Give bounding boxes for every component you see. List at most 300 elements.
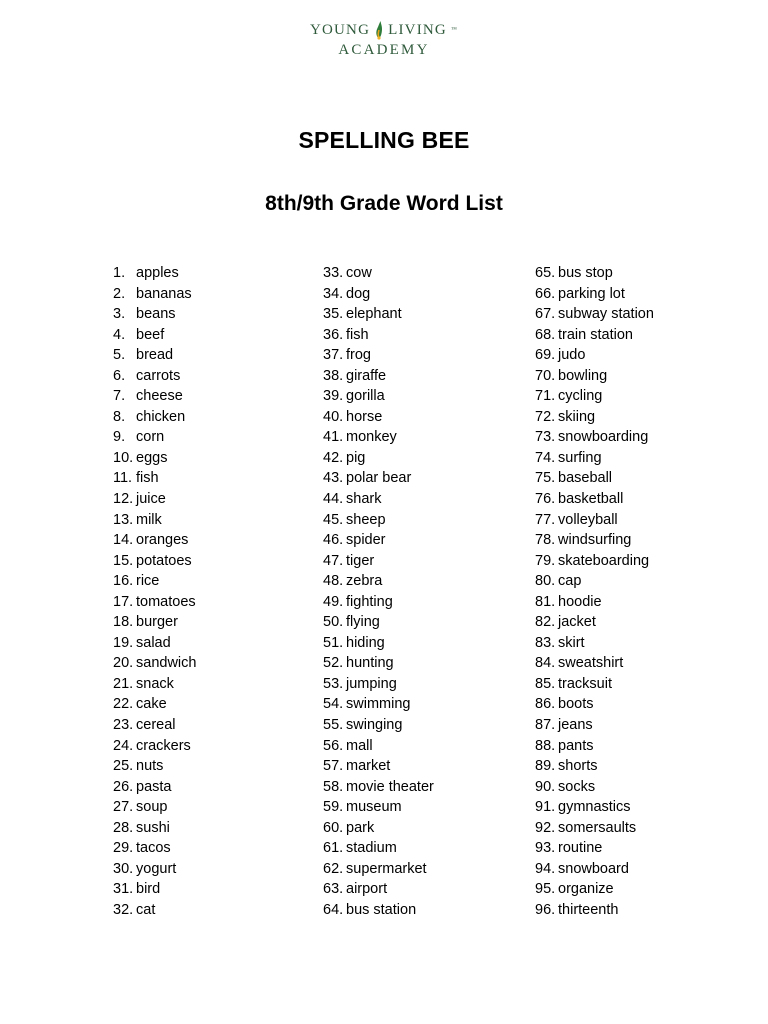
young-living-academy-logo: [0, 18, 768, 59]
word-list-item: [113, 510, 196, 531]
word-number: 50.: [323, 614, 344, 631]
word-list-item: [323, 633, 434, 654]
word-text: cap: [558, 573, 582, 590]
word-text: tiger: [346, 552, 375, 569]
word-text: snowboarding: [558, 429, 649, 446]
word-list-item: [535, 736, 654, 757]
word-number: 46.: [323, 532, 344, 549]
word-list-item: [535, 777, 654, 798]
word-text: dog: [346, 285, 371, 302]
word-list-item: [323, 530, 434, 551]
word-list-item: [323, 797, 434, 818]
word-number: 78.: [535, 532, 556, 549]
word-text: sweatshirt: [558, 655, 624, 672]
word-number: 28.: [113, 819, 134, 836]
word-number: 59.: [323, 799, 344, 816]
word-number: 62.: [323, 860, 344, 877]
word-text: sandwich: [136, 655, 197, 672]
word-list-item: [323, 736, 434, 757]
word-list-item: [535, 756, 654, 777]
word-list-item: [113, 427, 196, 448]
word-text: mall: [346, 737, 373, 754]
word-number: 45.: [323, 511, 344, 528]
word-text: boots: [558, 696, 594, 713]
word-number: 51.: [323, 634, 344, 651]
word-list-item: [535, 530, 654, 551]
word-text: soup: [136, 799, 168, 816]
word-number: 60.: [323, 819, 344, 836]
word-list-item: [113, 879, 196, 900]
word-text: subway station: [558, 306, 654, 323]
word-number: 16.: [113, 573, 134, 590]
word-number: 7.: [113, 388, 126, 405]
word-list-item: [323, 612, 434, 633]
word-number: 90.: [535, 778, 556, 795]
word-number: 29.: [113, 840, 134, 857]
word-text: judo: [558, 347, 586, 364]
word-text: cake: [136, 696, 167, 713]
word-list-item: [323, 694, 434, 715]
word-number: 27.: [113, 799, 134, 816]
word-number: 82.: [535, 614, 556, 631]
word-text: yogurt: [136, 860, 177, 877]
word-number: 69.: [535, 347, 556, 364]
word-number: 35.: [323, 306, 344, 323]
word-text: frog: [346, 347, 371, 364]
word-text: hunting: [346, 655, 394, 672]
word-list-item: [535, 612, 654, 633]
word-list-item: [323, 777, 434, 798]
word-list-item: [323, 756, 434, 777]
word-list-item: [535, 859, 654, 880]
word-number: 34.: [323, 285, 344, 302]
word-number: 41.: [323, 429, 344, 446]
word-text: parking lot: [558, 285, 625, 302]
word-number: 1.: [113, 265, 126, 281]
word-list-item: [535, 345, 654, 366]
word-number: 49.: [323, 593, 344, 610]
word-number: 32.: [113, 901, 134, 918]
word-number: 20.: [113, 655, 134, 672]
word-text: pasta: [136, 778, 172, 795]
word-list-item: [323, 263, 434, 284]
word-text: bananas: [136, 285, 192, 302]
word-number: 10.: [113, 449, 134, 466]
word-list-item: [113, 284, 196, 305]
word-list-item: [535, 633, 654, 654]
page-title: SPELLING BEE: [298, 127, 470, 153]
word-text: sushi: [136, 819, 170, 836]
word-list-item: [535, 797, 654, 818]
word-number: 80.: [535, 573, 556, 590]
word-list-item: [113, 304, 196, 325]
word-text: cycling: [558, 388, 603, 405]
word-list-item: [535, 592, 654, 613]
word-list-item: [113, 551, 196, 572]
word-number: 95.: [535, 881, 556, 898]
word-list-item: [113, 736, 196, 757]
word-list-item: [323, 653, 434, 674]
word-text: gymnastics: [558, 799, 631, 816]
word-text: jumping: [346, 675, 397, 692]
word-list-item: [535, 325, 654, 346]
word-number: 56.: [323, 737, 344, 754]
word-text: skateboarding: [558, 552, 650, 569]
word-number: 58.: [323, 778, 344, 795]
word-number: 77.: [535, 511, 556, 528]
word-number: 15.: [113, 552, 134, 569]
word-text: milk: [136, 511, 162, 528]
word-number: 4.: [113, 326, 126, 343]
word-list-item: [113, 571, 196, 592]
word-list-item: [113, 407, 196, 428]
word-number: 66.: [535, 285, 556, 302]
word-number: 84.: [535, 655, 556, 672]
word-list-item: [323, 489, 434, 510]
word-number: 22.: [113, 696, 134, 713]
word-text: bowling: [558, 367, 608, 384]
word-number: 67.: [535, 306, 556, 323]
word-list-item: [113, 366, 196, 387]
word-number: 65.: [535, 265, 556, 281]
word-list-item: [535, 653, 654, 674]
word-text: nuts: [136, 758, 164, 775]
word-number: 44.: [323, 491, 344, 508]
word-list-item: [113, 859, 196, 880]
word-list-item: [535, 551, 654, 572]
word-list-item: [535, 674, 654, 695]
word-list-item: [535, 284, 654, 305]
word-text: horse: [346, 408, 383, 425]
word-number: 6.: [113, 367, 126, 384]
word-text: cat: [136, 901, 156, 918]
word-list-item: [113, 797, 196, 818]
word-list-item: [535, 304, 654, 325]
word-number: 40.: [323, 408, 344, 425]
word-list-item: [113, 263, 196, 284]
word-list-item: [323, 551, 434, 572]
word-number: 23.: [113, 717, 134, 734]
word-text: stadium: [346, 840, 397, 857]
word-text: monkey: [346, 429, 397, 446]
word-text: corn: [136, 429, 165, 446]
word-number: 54.: [323, 696, 344, 713]
word-list-item: [535, 386, 654, 407]
word-number: 43.: [323, 470, 344, 487]
word-text: volleyball: [558, 511, 618, 528]
word-list-item: [113, 818, 196, 839]
word-number: 33.: [323, 265, 344, 281]
word-text: burger: [136, 614, 178, 631]
word-list-item: [323, 407, 434, 428]
word-text: hiding: [346, 634, 385, 651]
word-number: 12.: [113, 491, 134, 508]
word-text: tomatoes: [136, 593, 196, 610]
leaf-drop-icon: [374, 18, 384, 40]
word-text: cereal: [136, 717, 176, 734]
word-text: jeans: [558, 717, 593, 734]
word-list-item: [323, 325, 434, 346]
word-number: 94.: [535, 860, 556, 877]
logo-text-young: YOUNG: [309, 22, 371, 38]
word-list-item: [535, 407, 654, 428]
word-list-item: [113, 694, 196, 715]
word-number: 18.: [113, 614, 134, 631]
word-text: zebra: [346, 573, 383, 590]
word-number: 36.: [323, 326, 344, 343]
word-list-item: [535, 489, 654, 510]
word-text: cheese: [136, 388, 183, 405]
word-list-item: [113, 715, 196, 736]
word-number: 73.: [535, 429, 556, 446]
word-number: 55.: [323, 717, 344, 734]
word-text: gorilla: [346, 388, 385, 405]
word-number: 30.: [113, 860, 134, 877]
word-number: 76.: [535, 491, 556, 508]
word-list-item: [535, 838, 654, 859]
word-text: fish: [346, 326, 369, 343]
word-list-item: [323, 859, 434, 880]
word-text: polar bear: [346, 470, 412, 487]
word-list-item: [113, 386, 196, 407]
word-text: beef: [136, 326, 165, 343]
word-number: 42.: [323, 449, 344, 466]
word-list-item: [113, 756, 196, 777]
word-list-item: [323, 879, 434, 900]
word-text: thirteenth: [558, 901, 619, 918]
word-number: 91.: [535, 799, 556, 816]
word-number: 64.: [323, 901, 344, 918]
word-text: airport: [346, 881, 388, 898]
word-text: skirt: [558, 634, 585, 651]
word-text: bus station: [346, 901, 417, 918]
word-list-item: [323, 304, 434, 325]
word-list-column-1: [113, 263, 196, 921]
word-number: 19.: [113, 634, 134, 651]
word-text: market: [346, 758, 391, 775]
word-text: surfing: [558, 449, 602, 466]
word-list-item: [535, 571, 654, 592]
word-text: jacket: [558, 614, 596, 631]
word-text: flying: [346, 614, 380, 631]
word-list-item: [323, 571, 434, 592]
word-list-column-3: [535, 263, 654, 921]
word-text: oranges: [136, 532, 189, 549]
word-list-item: [113, 838, 196, 859]
word-number: 25.: [113, 758, 134, 775]
word-number: 86.: [535, 696, 556, 713]
word-number: 61.: [323, 840, 344, 857]
logo-wordmark: [310, 18, 458, 40]
word-list-item: [323, 366, 434, 387]
word-text: fish: [136, 470, 159, 487]
word-number: 83.: [535, 634, 556, 651]
word-text: socks: [558, 778, 596, 795]
word-number: 3.: [113, 306, 126, 323]
word-text: snack: [136, 675, 174, 692]
word-text: potatoes: [136, 552, 192, 569]
word-list-item: [323, 468, 434, 489]
word-number: 53.: [323, 675, 344, 692]
word-number: 74.: [535, 449, 556, 466]
word-number: 85.: [535, 675, 556, 692]
word-number: 2.: [113, 285, 126, 302]
word-list-item: [323, 427, 434, 448]
word-list-item: [323, 386, 434, 407]
word-list-item: [113, 592, 196, 613]
word-text: routine: [558, 840, 603, 857]
word-list-item: [113, 633, 196, 654]
word-number: 87.: [535, 717, 556, 734]
word-list-item: [113, 777, 196, 798]
word-text: rice: [136, 573, 160, 590]
logo-text-living: LIVING: [388, 22, 447, 38]
word-number: 17.: [113, 593, 134, 610]
word-text: bird: [136, 881, 161, 898]
word-list-item: [113, 612, 196, 633]
word-number: 21.: [113, 675, 134, 692]
word-text: tacos: [136, 840, 171, 857]
word-number: 89.: [535, 758, 556, 775]
word-number: 48.: [323, 573, 344, 590]
word-number: 52.: [323, 655, 344, 672]
word-list-item: [535, 694, 654, 715]
word-list-item: [535, 427, 654, 448]
word-number: 88.: [535, 737, 556, 754]
word-list-item: [323, 674, 434, 695]
word-number: 93.: [535, 840, 556, 857]
word-text: eggs: [136, 449, 168, 466]
word-list-item: [535, 879, 654, 900]
word-text: chicken: [136, 408, 186, 425]
word-text: snowboard: [558, 860, 629, 877]
word-list-item: [113, 530, 196, 551]
word-number: 68.: [535, 326, 556, 343]
word-number: 72.: [535, 408, 556, 425]
word-list-item: [535, 715, 654, 736]
word-text: supermarket: [346, 860, 427, 877]
word-list-item: [535, 510, 654, 531]
word-number: 11.: [113, 470, 133, 487]
word-text: pig: [346, 449, 366, 466]
word-text: museum: [346, 799, 402, 816]
word-text: pants: [558, 737, 594, 754]
word-text: hoodie: [558, 593, 602, 610]
word-list-item: [535, 366, 654, 387]
word-number: 96.: [535, 901, 556, 918]
word-number: 24.: [113, 737, 134, 754]
word-list-item: [113, 468, 196, 489]
word-number: 5.: [113, 347, 126, 364]
word-number: 39.: [323, 388, 344, 405]
word-list-item: [323, 818, 434, 839]
word-number: 75.: [535, 470, 556, 487]
word-list-item: [323, 592, 434, 613]
word-list-item: [113, 900, 196, 921]
word-number: 63.: [323, 881, 344, 898]
word-number: 14.: [113, 532, 134, 549]
word-text: apples: [136, 265, 179, 281]
word-text: giraffe: [346, 367, 387, 384]
word-text: windsurfing: [558, 532, 632, 549]
trademark-icon: ™: [450, 27, 459, 33]
word-text: swimming: [346, 696, 411, 713]
word-text: baseball: [558, 470, 613, 487]
word-number: 8.: [113, 408, 126, 425]
word-list-item: [113, 674, 196, 695]
word-number: 37.: [323, 347, 344, 364]
word-number: 79.: [535, 552, 556, 569]
word-list-column-2: [323, 263, 434, 921]
word-list-item: [535, 900, 654, 921]
word-list-item: [323, 448, 434, 469]
word-list-item: [535, 263, 654, 284]
word-list-item: [535, 448, 654, 469]
word-text: skiing: [558, 408, 596, 425]
word-list-item: [535, 818, 654, 839]
word-number: 26.: [113, 778, 134, 795]
logo-text-academy: ACADEMY: [338, 42, 430, 58]
word-list-item: [323, 510, 434, 531]
word-text: shorts: [558, 758, 598, 775]
word-list-item: [113, 653, 196, 674]
word-text: cow: [346, 265, 372, 281]
word-text: organize: [558, 881, 614, 898]
word-text: crackers: [136, 737, 191, 754]
word-list-item: [113, 448, 196, 469]
word-text: sheep: [346, 511, 386, 528]
word-text: tracksuit: [558, 675, 612, 692]
word-text: shark: [346, 491, 382, 508]
word-list-item: [323, 900, 434, 921]
word-list-item: [323, 345, 434, 366]
word-number: 13.: [113, 511, 134, 528]
word-text: elephant: [346, 306, 402, 323]
word-number: 70.: [535, 367, 556, 384]
word-list-item: [113, 325, 196, 346]
word-number: 47.: [323, 552, 344, 569]
word-text: swinging: [346, 717, 403, 734]
word-number: 9.: [113, 429, 126, 446]
word-number: 31.: [113, 881, 134, 898]
word-list-item: [535, 468, 654, 489]
word-text: train station: [558, 326, 633, 343]
word-text: spider: [346, 532, 386, 549]
word-number: 92.: [535, 819, 556, 836]
word-text: bus stop: [558, 265, 613, 281]
word-text: salad: [136, 634, 171, 651]
word-number: 38.: [323, 367, 344, 384]
word-list-item: [323, 284, 434, 305]
word-text: park: [346, 819, 375, 836]
word-text: movie theater: [346, 778, 434, 795]
word-number: 71.: [535, 388, 556, 405]
page-subtitle: 8th/9th Grade Word List: [265, 192, 503, 215]
word-list-item: [113, 345, 196, 366]
word-text: juice: [136, 491, 166, 508]
word-list-item: [323, 715, 434, 736]
word-text: basketball: [558, 491, 624, 508]
word-number: 57.: [323, 758, 344, 775]
word-text: carrots: [136, 367, 181, 384]
word-list-item: [113, 489, 196, 510]
word-number: 81.: [535, 593, 556, 610]
word-text: bread: [136, 347, 174, 364]
word-text: fighting: [346, 593, 393, 610]
word-text: somersaults: [558, 819, 637, 836]
word-text: beans: [136, 306, 176, 323]
word-list-item: [323, 838, 434, 859]
